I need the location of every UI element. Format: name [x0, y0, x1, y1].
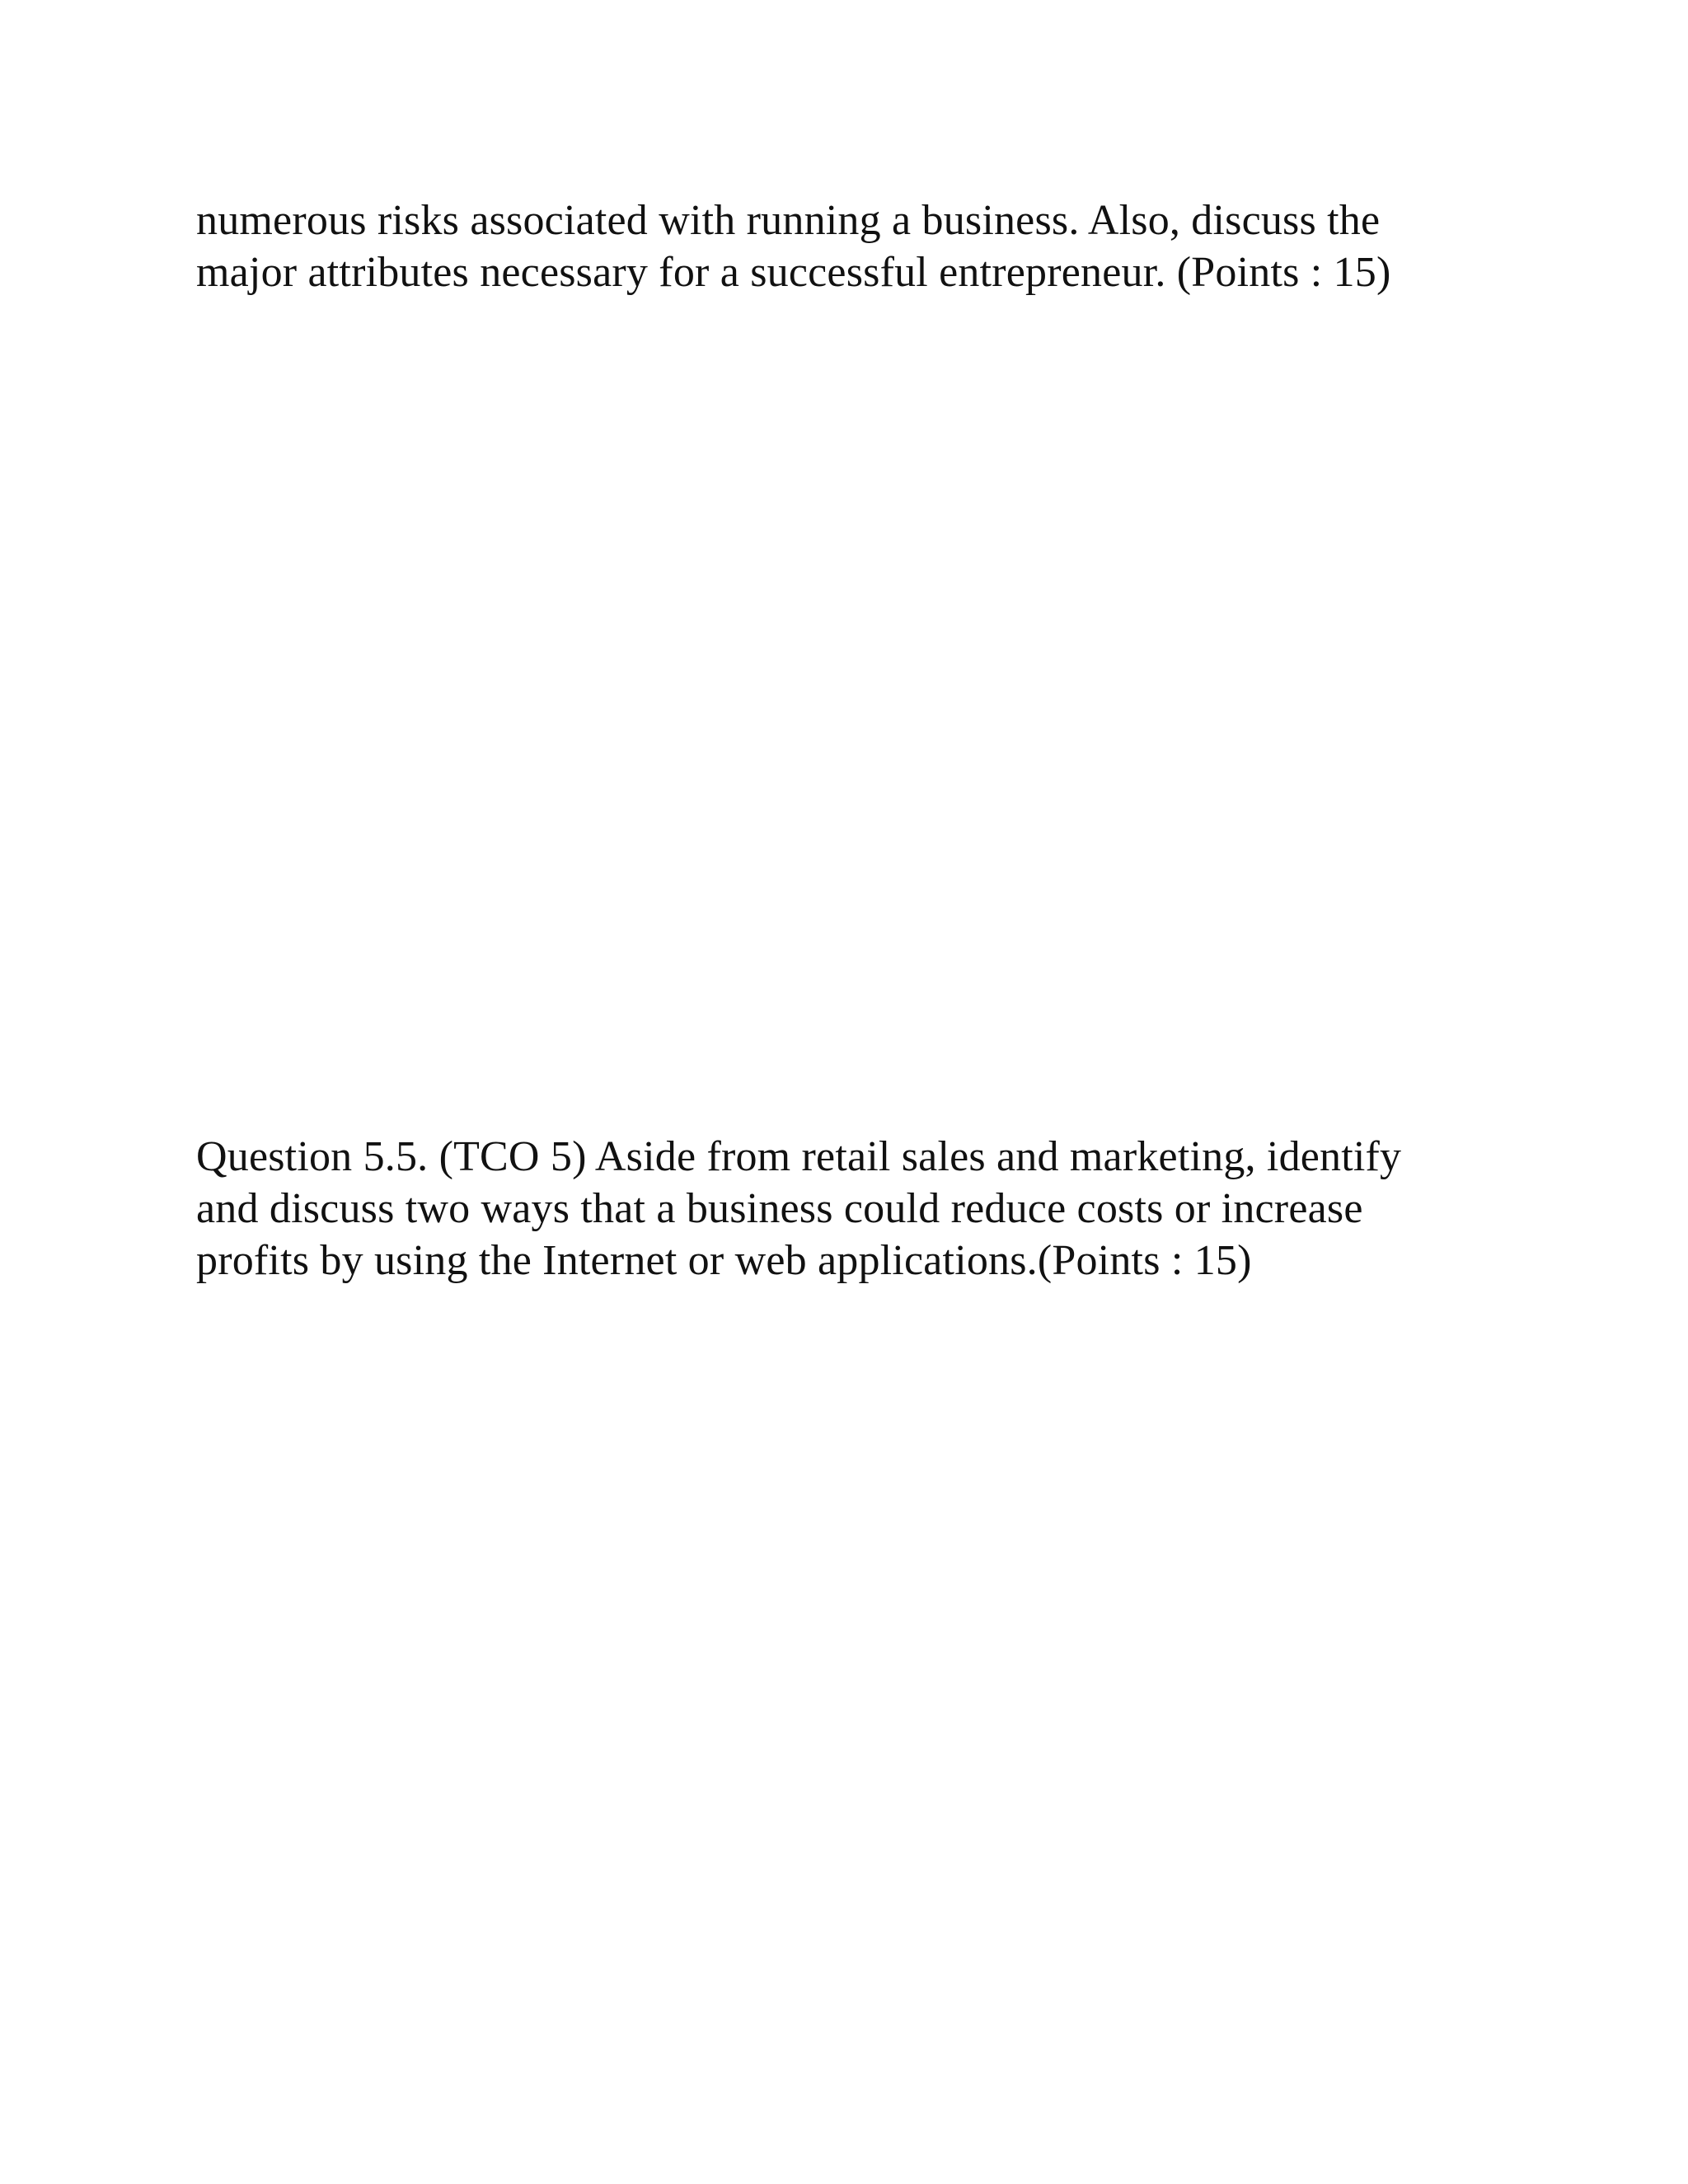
- question-continuation-text: [196, 194, 1432, 298]
- text-line: major attributes necessary for a successful entrepreneur. (Points : 15): [196, 249, 1391, 296]
- question-5-5-text: [196, 1131, 1432, 1286]
- text-line: numerous risks associated with running a business. Also, discuss the: [196, 197, 1381, 244]
- text-line: and discuss two ways that a business could reduce costs or increase: [196, 1185, 1363, 1232]
- text-line: profits by using the Internet or web applications.(Points : 15): [196, 1237, 1252, 1284]
- text-line: Question 5.5. (TCO 5) Aside from retail sales and marketing, identify: [196, 1133, 1402, 1180]
